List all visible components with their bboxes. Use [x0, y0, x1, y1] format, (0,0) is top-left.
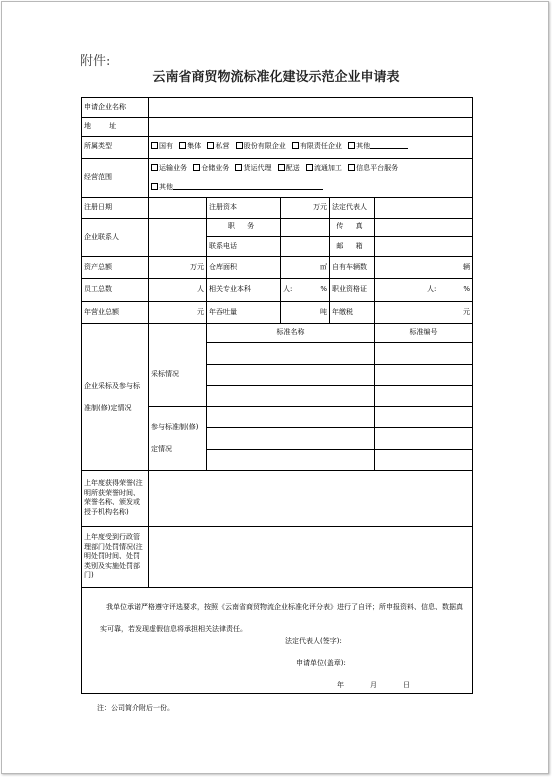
checkbox[interactable]: [236, 142, 243, 149]
scope-option-processing[interactable]: 流通加工: [306, 164, 342, 172]
total-assets-field[interactable]: [149, 257, 207, 279]
contact-email-field[interactable]: [375, 236, 473, 256]
penalties-field[interactable]: [149, 526, 473, 588]
row-staff: [82, 279, 473, 301]
annual-throughput-field[interactable]: [281, 301, 330, 323]
legal-rep-field[interactable]: [375, 198, 473, 218]
row-standards-header: [82, 323, 473, 342]
revenue-unit: 元: [197, 307, 204, 316]
checkbox[interactable]: [348, 142, 355, 149]
annual-revenue-label: 年营业总额: [82, 301, 149, 323]
footnote: 注：公司简介附后一份。: [97, 704, 174, 712]
sign-date: [337, 681, 436, 690]
participate-label: 参与标准制(修)定情况: [149, 407, 207, 471]
standards-label: 企业采标及参与标准制(修)定情况: [82, 323, 149, 470]
annual-revenue-field[interactable]: [149, 301, 207, 323]
contact-label: 企业联系人: [82, 218, 149, 257]
ownership-option-private[interactable]: 私营: [207, 142, 229, 150]
pledge-text: 我单位承诺严格遵守评选要求，按照《云南省商贸物流企业标准化评分表》进行了自评；所申报资料、信息、数据真实可靠，若发现虚假信息将承担相关法律责任。: [100, 603, 463, 634]
vehicles-unit: 辆: [463, 263, 470, 271]
staff-cert-label: 职业资格证: [330, 279, 375, 301]
scope-option-transport[interactable]: 运输业务: [151, 164, 187, 172]
checkbox[interactable]: [179, 142, 186, 149]
checkbox[interactable]: [151, 183, 158, 190]
staff-cert-field[interactable]: [375, 279, 473, 301]
adopt-label: 采标情况: [149, 343, 207, 407]
checkbox[interactable]: [235, 164, 242, 171]
standard-number-header: 标准编号: [375, 323, 473, 342]
honors-field[interactable]: [149, 470, 473, 526]
contact-fax-field[interactable]: [375, 218, 473, 236]
adopt-standard-name-3[interactable]: [207, 385, 375, 406]
row-honors: [82, 470, 473, 526]
throughput-unit: 吨: [320, 307, 327, 316]
contact-phone-field[interactable]: [281, 236, 330, 256]
document-title: 云南省商贸物流标准化建设示范企业申请表: [152, 70, 400, 85]
standards-header-blank: [149, 323, 207, 342]
staff-total-field[interactable]: [149, 279, 207, 301]
contact-position-label: 职 务: [227, 222, 260, 231]
row-contact-1: [82, 218, 473, 236]
cert-people-unit: 人:: [427, 285, 437, 294]
honors-label: 上年度获得荣誉(注明所获荣誉时间、荣誉名称、颁发或授予机构名称): [82, 470, 149, 526]
cert-pct-unit: %: [463, 285, 470, 294]
ownership-options: [149, 136, 473, 158]
row-registration: [82, 198, 473, 218]
date-year: 年: [337, 681, 344, 690]
business-scope-options: [149, 158, 473, 198]
staff-major-label: 相关专业本科: [207, 279, 281, 301]
legal-rep-label: 法定代表人: [330, 198, 375, 218]
adopt-standard-number-3[interactable]: [375, 385, 473, 406]
warehouse-area-label: 仓库面积: [207, 257, 281, 279]
adopt-standard-name-1[interactable]: [207, 343, 375, 364]
registered-capital-field[interactable]: [281, 198, 330, 218]
row-ownership: [82, 136, 473, 158]
ownership-option-collective[interactable]: 集体: [179, 142, 201, 150]
row-assets: [82, 257, 473, 279]
penalties-label: 上年度受到行政管理部门处罚情况(注明处罚时间、处罚类别及实施处罚部门): [82, 526, 149, 588]
scope-option-warehousing[interactable]: 仓储业务: [193, 164, 229, 172]
address-label: 地 址: [84, 122, 125, 131]
contact-phone-label: 联系电话: [207, 236, 281, 256]
date-month: 月: [370, 681, 377, 690]
standard-name-header: 标准名称: [207, 323, 375, 342]
vehicles-field[interactable]: [375, 257, 473, 279]
checkbox[interactable]: [348, 164, 355, 171]
staff-major-field[interactable]: [281, 279, 330, 301]
checkbox[interactable]: [278, 164, 285, 171]
annual-tax-field[interactable]: [375, 301, 473, 323]
ownership-option-joint-stock[interactable]: 股份有限企业: [236, 142, 286, 150]
business-scope-label: 经营范围: [82, 158, 149, 198]
contact-position-field[interactable]: [281, 218, 330, 236]
ownership-option-state[interactable]: 国有: [151, 142, 173, 150]
registration-date-field[interactable]: [149, 198, 207, 218]
assets-unit: 万元: [190, 263, 204, 271]
address-field[interactable]: [149, 118, 473, 136]
adopt-standard-name-2[interactable]: [207, 364, 375, 385]
registered-capital-label: 注册资本: [207, 198, 281, 218]
scope-other-blank[interactable]: [173, 189, 323, 190]
scope-option-distribution[interactable]: 配送: [278, 164, 300, 172]
staff-unit: 人: [197, 285, 204, 294]
adopt-standard-number-2[interactable]: [375, 364, 473, 385]
warehouse-area-field[interactable]: [281, 257, 330, 279]
contact-email-label: 邮 箱: [336, 241, 368, 250]
ownership-other-blank[interactable]: [370, 148, 408, 149]
participate-standard-number-1[interactable]: [375, 407, 473, 428]
ownership-label: 所属类型: [82, 136, 149, 158]
total-assets-label: 资产总额: [82, 257, 149, 279]
major-people-unit: 人:: [283, 285, 293, 294]
scope-option-info-platform[interactable]: 信息平台服务: [348, 164, 398, 172]
annual-throughput-label: 年吞吐量: [207, 301, 281, 323]
application-form-table: [81, 97, 473, 694]
checkbox[interactable]: [292, 142, 299, 149]
ownership-option-limited[interactable]: 有限责任企业: [292, 142, 342, 150]
participate-standard-number-3[interactable]: [375, 449, 473, 470]
legal-rep-signature-label: 法定代表人(签字):: [285, 637, 342, 646]
vehicles-label: 自有车辆数: [330, 257, 375, 279]
row-operations: [82, 301, 473, 323]
attachment-label: 附件:: [80, 54, 111, 69]
participate-standard-number-2[interactable]: [375, 428, 473, 449]
contact-fax-label: 传 真: [336, 222, 368, 231]
scope-option-freight-forwarding[interactable]: 货运代理: [235, 164, 271, 172]
row-company-name: [82, 98, 473, 118]
applicant-seal-label: 申请单位(盖章):: [296, 659, 346, 668]
row-pledge: [82, 588, 473, 694]
participate-standard-name-1[interactable]: [207, 407, 375, 428]
capital-unit: 万元: [313, 203, 327, 212]
annual-tax-label: 年缴税: [330, 301, 375, 323]
tax-unit: 元: [463, 307, 470, 316]
row-address: [82, 118, 473, 136]
contact-name-field[interactable]: [149, 218, 207, 257]
staff-total-label: 员工总数: [82, 279, 149, 301]
checkbox[interactable]: [151, 164, 158, 171]
row-penalties: [82, 526, 473, 588]
checkbox[interactable]: [306, 164, 313, 171]
checkbox[interactable]: [193, 164, 200, 171]
major-pct-unit: %: [320, 285, 327, 294]
row-business-scope: [82, 158, 473, 198]
registration-date-label: 注册日期: [82, 198, 149, 218]
adopt-standard-number-1[interactable]: [375, 343, 473, 364]
participate-standard-name-3[interactable]: [207, 449, 375, 470]
scope-option-other[interactable]: 其他: [151, 183, 323, 191]
warehouse-unit: ㎡: [320, 263, 327, 271]
checkbox[interactable]: [207, 142, 214, 149]
company-name-field[interactable]: [149, 98, 473, 118]
pledge-cell: [82, 588, 473, 694]
ownership-option-other[interactable]: 其他: [348, 142, 408, 150]
participate-standard-name-2[interactable]: [207, 428, 375, 449]
date-day: 日: [403, 681, 410, 690]
company-name-label: 申请企业名称: [82, 98, 149, 118]
checkbox[interactable]: [151, 142, 158, 149]
